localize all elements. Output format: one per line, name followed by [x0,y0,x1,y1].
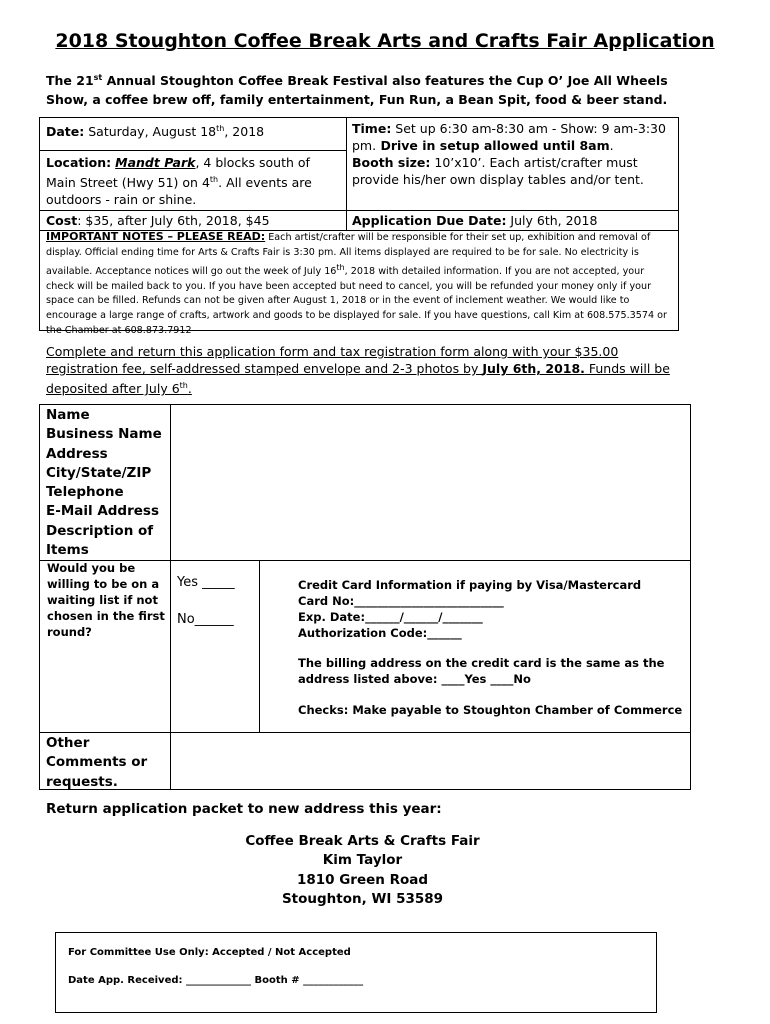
notes-text: Each artist/crafter will be responsible for their set up, exhibition and removal of display. Official ending time for Arts & Crafts Fair is 3:30 pm. All items displayed are required to be for sale. No electricity is available. Acceptance notices will go out the week of July 16 [46,232,651,277]
instructions-end: . [187,381,192,397]
description-field[interactable] [171,521,690,560]
cost-value: : $35, after July 6th, 2018, $45 [77,213,270,228]
date-cell [40,119,346,141]
card-number-field[interactable] [298,593,504,609]
application-form [39,404,691,790]
authorization-code-field[interactable]: Authorization Code:______ [298,626,462,640]
due-date-value: July 6th, 2018 [506,213,598,228]
name-field[interactable] [171,405,690,425]
notes-sup: th [336,262,345,272]
location-label: Location: [46,155,112,170]
cost-label: Cost [46,213,78,228]
intro-text [46,68,696,109]
description-label: Description of Items [46,523,154,559]
time-cell [346,119,678,155]
address-field[interactable] [171,444,690,464]
card-number-line: __________________________ [354,594,504,608]
divider [40,150,346,151]
city-state-zip-field[interactable] [171,464,690,483]
date-label: Date: [46,124,85,140]
due-date-cell [346,211,678,230]
location-place: Mandt Park [115,155,196,170]
time-label: Time: [352,121,392,136]
date-value: Saturday, August 18 [84,124,217,140]
notes-text-rest: , 2018 with detailed information. If you are not accepted, your check will be mailed back to you. If you have been accepted but need to cancel, you will be refunded your money only if your space can be filled. Refunds can not be given after August 1, 2018 or in the event of inclement weather. We would like to encourage a large range of crafts, artwork and goods to be displayed for sale. If you have questions, call Kim at 608.575.3574 or the Chamber at 608.873.7912 [46,265,667,336]
page-title: 2018 Stoughton Coffee Break Arts and Crafts Fair Application [55,30,715,52]
booth-cell [346,153,666,189]
committee-use-box [55,932,657,1013]
checks-payable-note: Checks: Make payable to Stoughton Chamber of Commerce [298,703,683,717]
instructions-text: Complete and return this application form and tax registration form along with your $35.00 registration fee, self-addressed stamped envelope and 2-3 photos by [46,344,619,376]
expiration-date-field[interactable]: Exp. Date:______/______/_______ [298,610,483,624]
address-line-2: Kim Taylor [322,852,403,869]
billing-address-answer[interactable]: address listed above: ____Yes ____No [298,672,531,686]
waiting-list-question: Would you be willing to be on a waiting list if not chosen in the first round? [47,561,165,639]
email-label: E-Mail Address [46,503,159,519]
address-line-1: Coffee Break Arts & Crafts Fair [245,833,480,849]
business-name-field[interactable] [171,425,690,444]
submission-instructions [46,343,686,397]
time-drive-in: Drive in setup allowed until 8am [376,138,610,153]
email-field[interactable] [171,502,690,521]
time-end: . [609,138,614,153]
intro-line1-rest: Annual Stoughton Coffee Break Festival also features the Cup O’ Joe All Wheels [102,73,668,89]
committee-status: For Committee Use Only: Accepted / Not Accepted [68,947,351,958]
instructions-text-rest: Funds will be deposited after July 6 [46,361,670,397]
address-line-3: 1810 Green Road [296,871,429,888]
telephone-label: Telephone [46,484,124,500]
intro-sup: st [93,73,103,82]
location-cell [40,153,336,209]
notes-label: IMPORTANT NOTES – PLEASE READ: [46,230,266,243]
instructions-sup: th [179,381,188,390]
credit-card-title: Credit Card Information if paying by Visa/Mastercard [298,578,642,592]
city-state-zip-label: City/State/ZIP [46,465,152,481]
other-comments-field[interactable] [171,733,690,789]
card-number-label: Card No: [298,594,355,608]
booth-label: Booth size: [352,155,431,170]
business-name-label: Business Name [46,426,162,442]
return-address [0,832,725,909]
date-year: , 2018 [224,124,265,140]
committee-received-booth: Date App. Received: _____________ Booth # ____________ [68,975,364,986]
location-value: , 4 blocks south of Main Street (Hwy 51) on 4 [46,155,310,191]
divider [259,560,260,732]
intro-line2: Show, a coffee brew off, family entertainment, Fun Run, a Bean Spit, food & beer stand. [46,92,668,108]
waiting-list-no[interactable]: No______ [177,612,234,627]
other-comments-label: Other Comments or requests. [46,735,148,790]
info-table [39,117,679,336]
address-line-4: Stoughton, WI 53589 [281,890,444,907]
telephone-field[interactable] [171,483,690,502]
location-value-rest: . All events are outdoors - rain or shine. [46,175,312,208]
due-date-label: Application Due Date: [352,213,507,228]
date-sup: th [216,124,225,133]
cost-cell [40,211,346,230]
instructions-deadline: July 6th, 2018. [482,361,585,376]
booth-value: 10’x10’. Each artist/crafter must provide his/her own display tables and/or tent. [352,155,644,187]
location-sup: th [209,175,219,184]
billing-address-question: The billing address on the credit card is the same as the [298,656,665,670]
time-value: Set up 6:30 am-8:30 am - Show: 9 am-3:30 pm. [352,121,666,153]
waiting-list-yes[interactable]: Yes _____ [177,575,235,590]
return-instructions: Return application packet to new address this year: [46,801,442,817]
important-notes [40,230,678,339]
intro-line1: The 21 [46,73,94,89]
name-label: Name [46,407,90,423]
address-label: Address [46,446,108,462]
